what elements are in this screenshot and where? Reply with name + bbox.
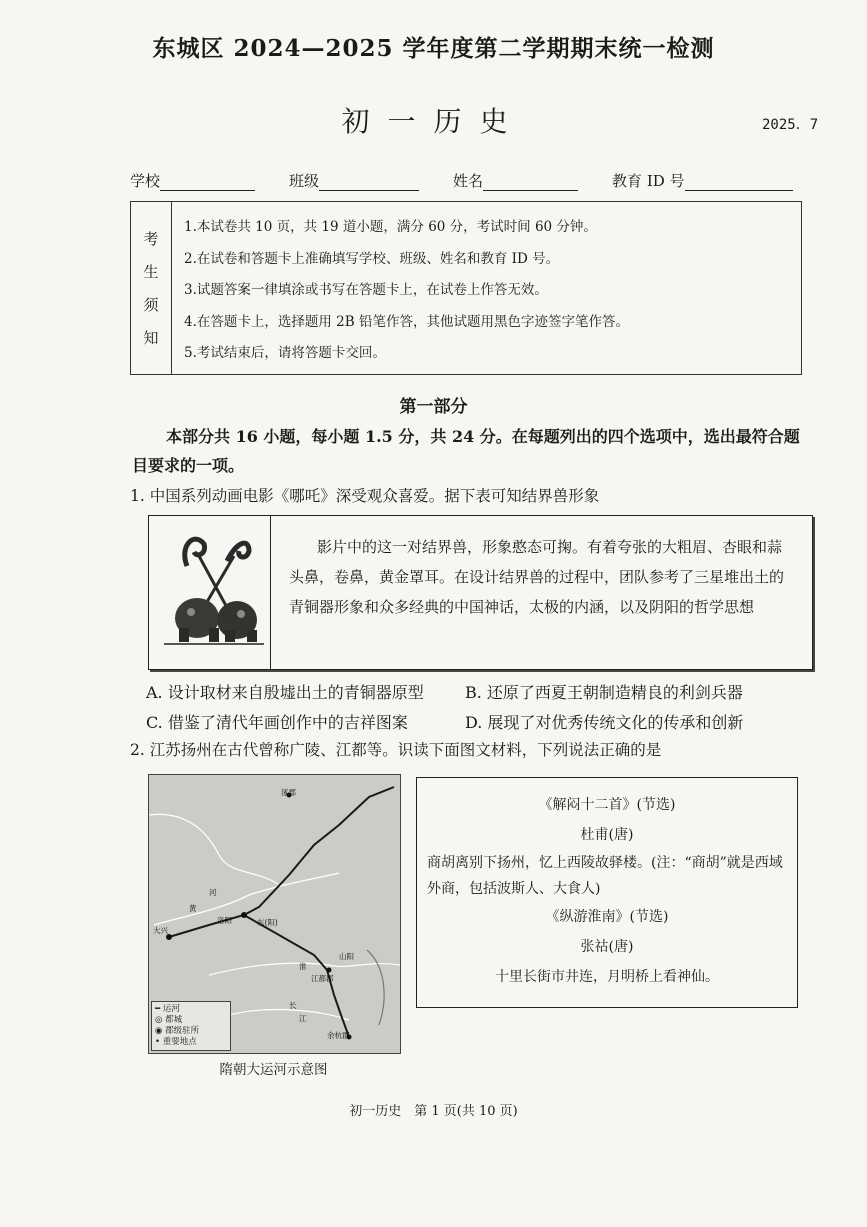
legend-item-capital: ◎ 都城 <box>155 1015 183 1025</box>
info-label: 学校 <box>130 172 161 190</box>
school-blank[interactable] <box>160 172 255 191</box>
legend-item-place: • 重要地点 <box>155 1037 197 1047</box>
poem-2-title: 《纵游淮南》(节选) <box>545 909 669 925</box>
id-blank[interactable] <box>685 172 793 191</box>
exam-title: 东城区 2024—2025 学年度第二学期期末统一检测 <box>152 35 715 62</box>
notice-item: 2.在试卷和答题卡上准确填写学校、班级、姓名和教育 ID 号。 <box>184 250 560 267</box>
map-label: 江都郡 <box>311 974 334 983</box>
map-label: 淮 <box>299 962 307 971</box>
name-blank[interactable] <box>483 172 578 191</box>
notice-item: 3.试题答案一律填涂或书写在答题卡上，在试卷上作答无效。 <box>184 282 548 298</box>
map-label: 大兴 <box>153 926 168 935</box>
exam-notice-box <box>130 201 802 375</box>
map-legend <box>151 1001 231 1051</box>
guardian-beast-image <box>149 516 271 669</box>
info-label: 教育 ID 号 <box>612 172 685 190</box>
guardian-beast-figure <box>149 516 270 669</box>
map-label: 余杭郡 <box>327 1031 350 1040</box>
legend-item-prefecture: ◉ 郡级驻所 <box>155 1026 200 1036</box>
poem-2-text: 十里长街市井连，月明桥上看神仙。 <box>495 969 719 985</box>
exam-date: 2025．7 <box>762 117 819 133</box>
map-label: 长 <box>289 1001 297 1010</box>
info-id <box>612 170 793 191</box>
map-label: 黄 <box>189 904 197 913</box>
question-1-material <box>148 515 813 670</box>
subject-title: 初一历史 <box>341 105 526 138</box>
map-label: 洛阳 <box>217 916 232 925</box>
option-1b: B. 还原了西夏王朝制造精良的利剑兵器 <box>465 683 743 702</box>
info-label: 班级 <box>289 172 320 190</box>
map-label: 江 <box>299 1014 307 1023</box>
info-class <box>289 170 453 191</box>
map-label: 山阳 <box>339 952 354 961</box>
legend-item-canal: ━ 运河 <box>155 1004 180 1014</box>
map-label: 涿郡 <box>281 788 296 797</box>
question-1-stem: 1. 中国系列动画电影《哪吒》深受观众喜爱。据下表可知结界兽形象 <box>130 487 600 505</box>
poem-1-title: 《解闷十二首》(节选) <box>538 797 676 813</box>
part-intro: 本部分共 16 小题，每小题 1.5 分，共 24 分。在每题列出的四个选项中，选出最符合题目要求的一项。 <box>132 427 800 475</box>
notice-items <box>172 202 801 374</box>
poem-2-author: 张祜(唐) <box>580 939 634 955</box>
notice-item: 4.在答题卡上，选择题用 2B 铅笔作答，其他试题用黑色字迹签字笔作答。 <box>184 313 629 330</box>
notice-item: 1.本试卷共 10 页，共 19 道小题，满分 60 分，考试时间 60 分钟。 <box>184 219 597 235</box>
student-info-row <box>130 170 810 191</box>
poem-1-text: 商胡离别下扬州，忆上西陵故驿楼。(注：“商胡”就是西域外商，包括波斯人、大食人) <box>427 855 783 897</box>
poem-material-box <box>416 777 798 1008</box>
question-2-stem: 2. 江苏扬州在古代曾称广陵、江都等。识读下面图文材料，下列说法正确的是 <box>130 741 662 759</box>
map-caption: 隋朝大运河示意图 <box>219 1062 328 1078</box>
class-blank[interactable] <box>319 172 419 191</box>
question-1-passage: 影片中的这一对结界兽，形象憨态可掬。有着夸张的大粗眉、杏眼和蒜头鼻，卷鼻，黄金罩耳。在设计结界兽的过程中，团队参考了三星堆出土的青铜器形象和众多经典的中国神话，太极的内涵，以及阴阳的哲学思想 <box>289 540 785 616</box>
poem-1-author: 杜甫(唐) <box>580 827 634 843</box>
info-label: 姓名 <box>453 172 484 190</box>
option-1c: C. 借鉴了清代年画创作中的吉祥图案 <box>146 713 408 732</box>
info-school <box>130 170 289 191</box>
map-label: 东(阳) <box>257 918 278 927</box>
option-1d: D. 展现了对优秀传统文化的传承和创新 <box>465 713 744 732</box>
notice-item: 5.考试结束后，请将答题卡交回。 <box>184 345 386 361</box>
sui-canal-map <box>148 774 401 1054</box>
part-title: 第一部分 <box>399 397 468 417</box>
notice-label: 考 生 须 知 <box>131 202 172 374</box>
page-footer: 初一历史 第 1 页(共 10 页) <box>349 1104 518 1119</box>
option-1a: A. 设计取材来自殷墟出土的青铜器原型 <box>146 683 424 702</box>
map-label: 河 <box>209 888 217 897</box>
info-name <box>453 170 612 191</box>
